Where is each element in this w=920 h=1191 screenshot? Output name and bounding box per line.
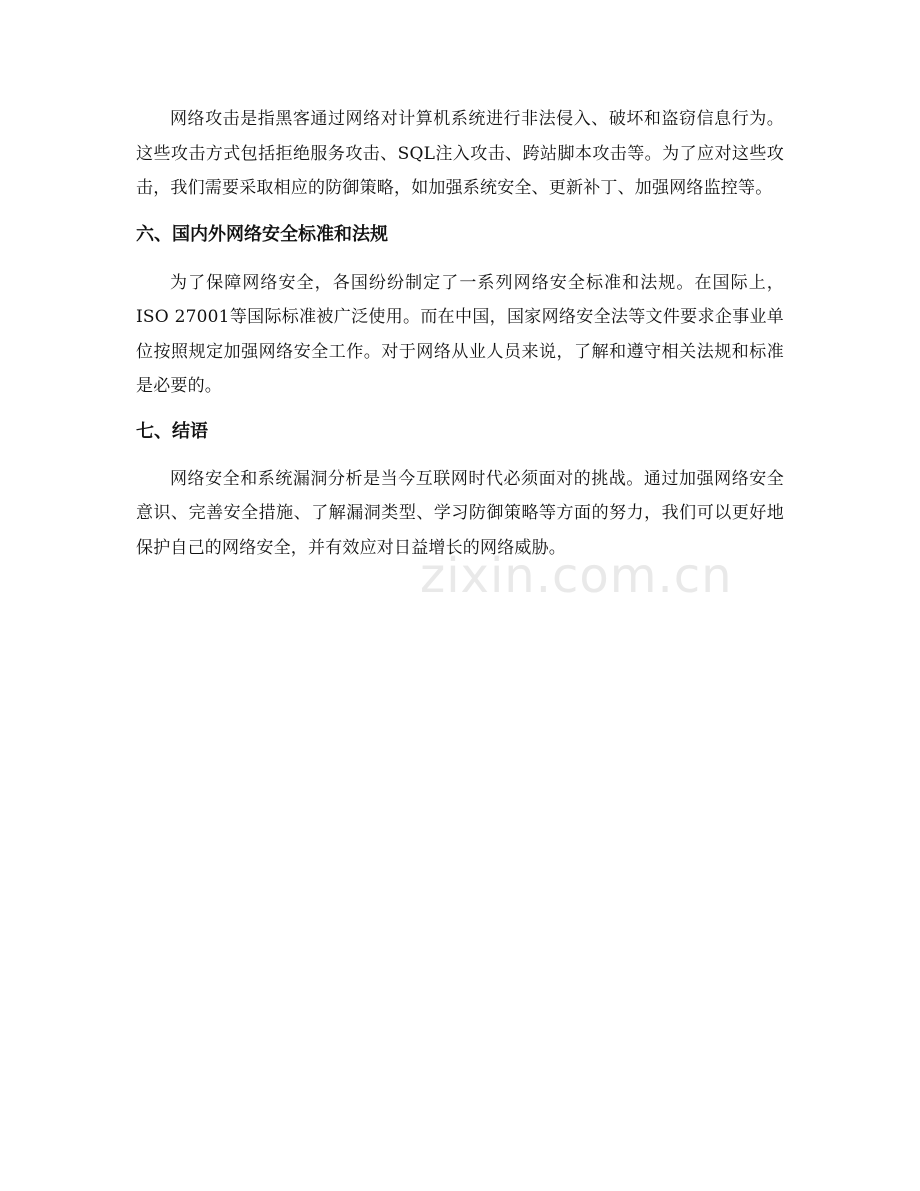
watermark: zixin.com.cn: [420, 548, 733, 604]
paragraph-network-attacks: 网络攻击是指黑客通过网络对计算机系统进行非法侵入、破坏和盗窃信息行为。这些攻击方式包括拒绝服务攻击、SQL注入攻击、跨站脚本攻击等。为了应对这些攻击，我们需要采取相应的防御策略，如加强系统安全、更新补丁、加强网络监控等。: [136, 109, 784, 198]
document-content: [136, 102, 784, 565]
section-heading-conclusion: 七、结语: [136, 420, 208, 442]
paragraph-standards: 为了保障网络安全，各国纷纷制定了一系列网络安全标准和法规。在国际上，ISO 27001等国际标准被广泛使用。而在中国，国家网络安全法等文件要求企事业单位按照规定加强网络安全工作。对于网络从业人员来说，了解和遵守相关法规和标准是必要的。: [136, 272, 784, 396]
paragraph-conclusion: 网络安全和系统漏洞分析是当今互联网时代必须面对的挑战。通过加强网络安全意识、完善安全措施、了解漏洞类型、学习防御策略等方面的努力，我们可以更好地保护自己的网络安全，并有效应对日益增长的网络威胁。: [136, 468, 784, 558]
section-heading-standards: 六、国内外网络安全标准和法规: [136, 223, 388, 245]
